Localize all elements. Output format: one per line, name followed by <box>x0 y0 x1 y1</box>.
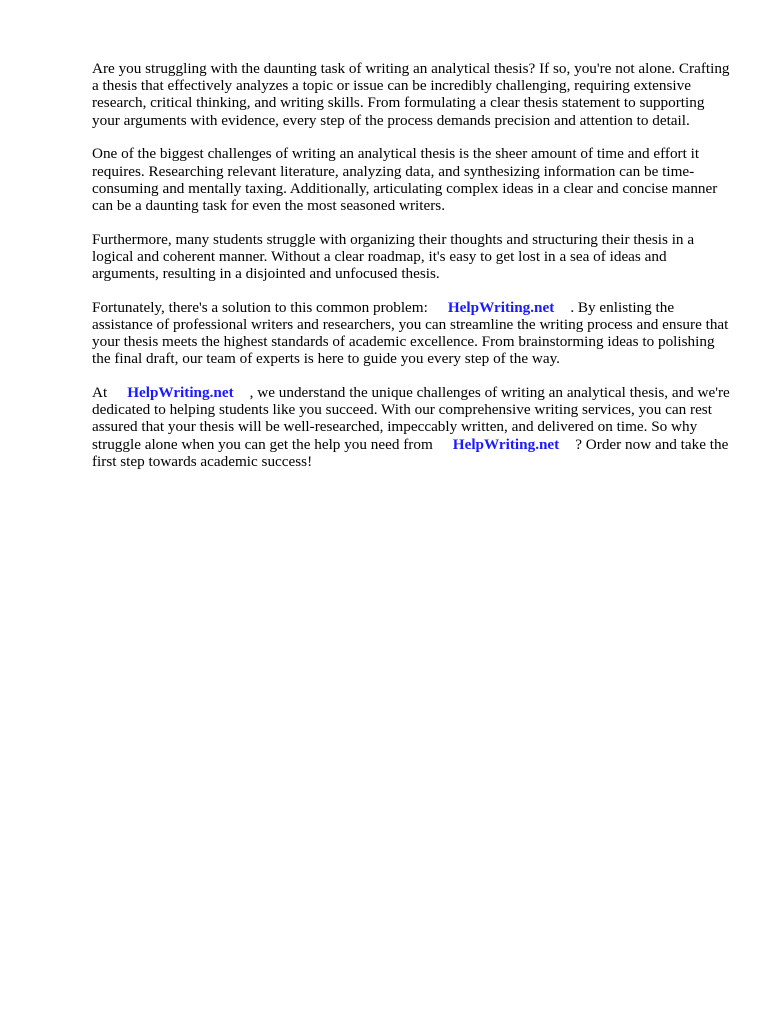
helpwriting-link[interactable]: HelpWriting.net <box>452 435 560 453</box>
paragraph-organization: Furthermore, many students struggle with organizing their thoughts and structuring their thesis in a logical and coherent manner. Without a clear roadmap, it's easy to get lost in a sea of ideas and arguments, resulting in a disjointed and unfocused thesis. <box>92 230 695 283</box>
paragraph-solution <box>92 299 732 368</box>
document-body <box>92 60 732 487</box>
paragraph-challenges: One of the biggest challenges of writing an analytical thesis is the sheer amount of time and effort it requires. Researching relevant literature, analyzing data, and synthesizing information can be time-consuming and mentally taxing. Additionally, articulating complex ideas in a clear and concise manner can be a daunting task for even the most seasoned writers. <box>92 145 718 214</box>
helpwriting-link[interactable]: HelpWriting.net <box>447 298 555 316</box>
paragraph-closing <box>92 384 732 470</box>
paragraph-intro: Are you struggling with the daunting task of writing an analytical thesis? If so, you're not alone. Crafting a thesis that effectively analyzes a topic or issue can be incredibly challenging, requiring extensive research, critical thinking, and writing skills. From formulating a clear thesis statement to supporting your arguments with evidence, every step of the process demands precision and attention to detail. <box>92 60 730 129</box>
paragraph-closing-middle: , we understand the unique challenges of writing an analytical thesis, and we're dedicated to helping students like you succeed. With our comprehensive writing services, you can rest assured that your thesis will be well-researched, impeccably written, and delivered on time. So why struggle alone when you can get the help you need from <box>92 384 730 453</box>
paragraph-solution-lead: Fortunately, there's a solution to this common problem: <box>92 298 428 316</box>
paragraph-closing-tail: ? Order now and take the first step towards academic success! <box>92 435 729 470</box>
paragraph-closing-lead: At <box>92 384 108 402</box>
paragraph-solution-tail: . By enlisting the assistance of professional writers and researchers, you can streamline the writing process and ensure that your thesis meets the highest standards of academic excellence. From brainstorming ideas to polishing the final draft, our team of experts is here to guide you every step of the way. <box>92 298 729 368</box>
helpwriting-link[interactable]: HelpWriting.net <box>127 384 234 402</box>
